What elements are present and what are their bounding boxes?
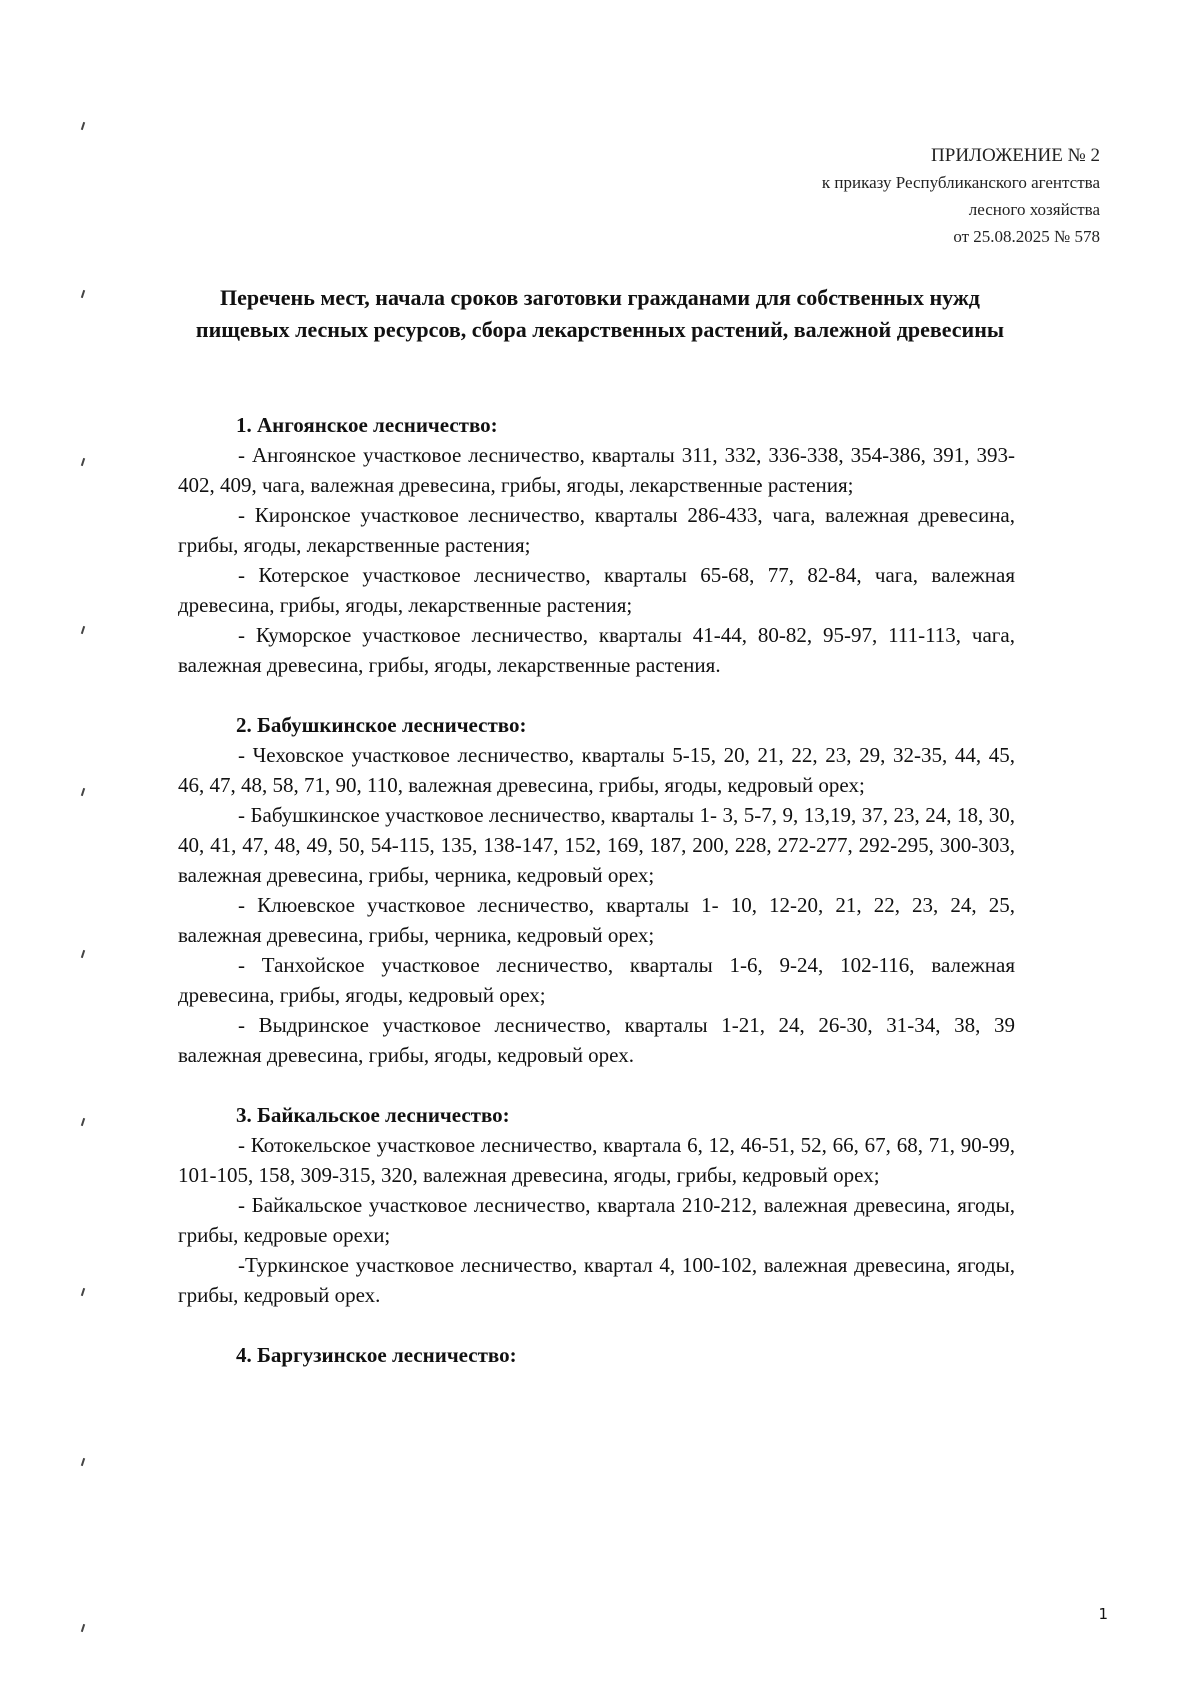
section-barguzinskoe	[178, 1340, 1015, 1370]
scan-mark	[81, 626, 85, 634]
appendix-title: ПРИЛОЖЕНИЕ № 2	[931, 145, 1100, 166]
list-item: - Бабушкинское участковое лесничество, кварталы 1- 3, 5-7, 9, 13,19, 37, 23, 24, 18, 30, 40, 41, 47, 48, 49, 50, 54-115, 135, 138-147, 152, 169, 187, 200, 228, 272-277, 292-295, 300-303, валежная древесина, грибы, черника, кедровый орех;	[178, 803, 1015, 887]
section-heading: 4. Баргузинское лесничество:	[236, 1343, 517, 1367]
section-heading: 1. Ангоянское лесничество:	[236, 413, 498, 437]
scan-mark	[81, 458, 85, 466]
list-item: - Куморское участковое лесничество, кварталы 41-44, 80-82, 95-97, 111-113, чага, валежная древесина, грибы, ягоды, лекарственные растения.	[178, 623, 1015, 677]
scan-mark	[81, 1458, 85, 1466]
scan-mark	[81, 788, 85, 796]
list-item: - Котокельское участковое лесничество, квартала 6, 12, 46-51, 52, 66, 67, 68, 71, 90-99, 101-105, 158, 309-315, 320, валежная древесина, ягоды, грибы, кедровый орех;	[178, 1133, 1015, 1187]
list-item: - Клюевское участковое лесничество, кварталы 1- 10, 12-20, 21, 22, 23, 24, 25, валежная древесина, грибы, черника, кедровый орех;	[178, 893, 1015, 947]
list-item: - Ангоянское участковое лесничество, кварталы 311, 332, 336-338, 354-386, 391, 393-402, 409, чага, валежная древесина, грибы, ягоды, лекарственные растения;	[178, 443, 1015, 497]
section-angoyanskoe	[178, 410, 1015, 680]
scan-mark	[81, 122, 85, 130]
section-babushkinskoe	[178, 710, 1015, 1070]
page-number: 1	[1098, 1605, 1108, 1623]
document-body	[178, 410, 1015, 1400]
scan-mark	[81, 290, 85, 298]
appendix-line: лесного хозяйства	[968, 200, 1100, 219]
section-heading: 3. Байкальское лесничество:	[236, 1103, 510, 1127]
document-title: Перечень мест, начала сроков заготовки гражданами для собственных нужд пищевых лесных ресурсов, сбора лекарственных растений, валежной древесины	[195, 285, 1005, 342]
section-baikalskoe	[178, 1100, 1015, 1310]
appendix-header	[822, 142, 1100, 250]
list-item: - Чеховское участковое лесничество, кварталы 5-15, 20, 21, 22, 23, 29, 32-35, 44, 45, 46, 47, 48, 58, 71, 90, 110, валежная древесина, грибы, ягоды, кедровый орех;	[178, 743, 1015, 797]
scan-mark	[81, 1624, 85, 1632]
appendix-line: от 25.08.2025 № 578	[953, 227, 1100, 246]
list-item: - Котерское участковое лесничество, кварталы 65-68, 77, 82-84, чага, валежная древесина, грибы, ягоды, лекарственные растения;	[178, 563, 1015, 617]
list-item: - Танхойское участковое лесничество, кварталы 1-6, 9-24, 102-116, валежная древесина, грибы, ягоды, кедровый орех;	[178, 953, 1015, 1007]
list-item: - Выдринское участковое лесничество, кварталы 1-21, 24, 26-30, 31-34, 38, 39 валежная древесина, грибы, ягоды, кедровый орех.	[178, 1013, 1015, 1067]
list-item: - Байкальское участковое лесничество, квартала 210-212, валежная древесина, ягоды, грибы, кедровые орехи;	[178, 1193, 1015, 1247]
section-heading: 2. Бабушкинское лесничество:	[236, 713, 527, 737]
list-item: - Киронское участковое лесничество, кварталы 286-433, чага, валежная древесина, грибы, ягоды, лекарственные растения;	[178, 503, 1015, 557]
appendix-line: к приказу Республиканского агентства	[821, 173, 1100, 192]
list-item: -Туркинское участковое лесничество, квартал 4, 100-102, валежная древесина, ягоды, грибы, кедровый орех.	[178, 1253, 1015, 1307]
scan-mark	[81, 950, 85, 958]
scan-mark	[81, 1288, 85, 1296]
scan-mark	[81, 1118, 85, 1126]
